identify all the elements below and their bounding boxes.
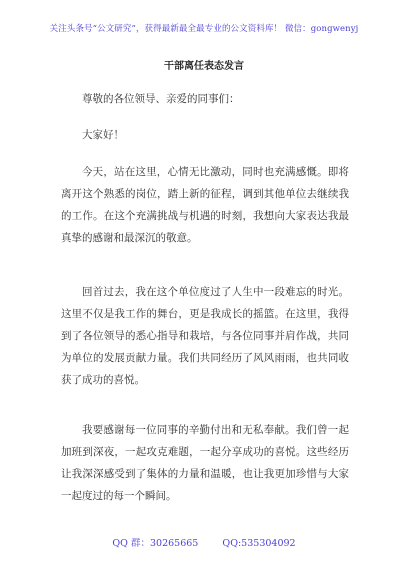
footer-contact: [0, 535, 408, 549]
body-paragraph: 回首过去，我在这个单位度过了人生中一段难忘的时光。这里不仅是我工作的舞台，更是我成长的摇篮。在这里，我得到了各位领导的悉心指导和栽培，与各位同事并肩作战，共同为单位的发展贡献力量。我们共同经历了风风雨雨，也共同收获了成功的喜悦。: [61, 286, 349, 386]
hello-line: 大家好！: [82, 129, 124, 141]
document-title: 干部离任表态发言: [164, 61, 244, 72]
body-paragraph: 今天，站在这里，心情无比激动，同时也充满感慨。即将离开这个熟悉的岗位，踏上新的征程，调到其他单位去继续我的工作。在这个充满挑战与机遇的时刻，我想向大家表达我最真挚的感谢和最深沉的敬意。: [61, 166, 349, 244]
header-banner: 关注头条号“公文研究”，获得最新最全最专业的公文资料库！ 微信：gongwenyj: [49, 24, 359, 34]
body-paragraph: 我要感谢每一位同事的辛勤付出和无私奉献。我们曾一起加班到深夜，一起攻克难题，一起分享成功的喜悦。这些经历让我深深感受到了集体的力量和温暖，也让我更加珍惜与大家一起度过的每一个瞬间。: [61, 424, 349, 502]
footer-qq-number: QQ:535304092: [222, 538, 296, 549]
footer-qq-group: QQ 群：30265665: [112, 538, 199, 549]
greeting-line: 尊敬的各位领导、亲爱的同事们：: [82, 93, 240, 105]
